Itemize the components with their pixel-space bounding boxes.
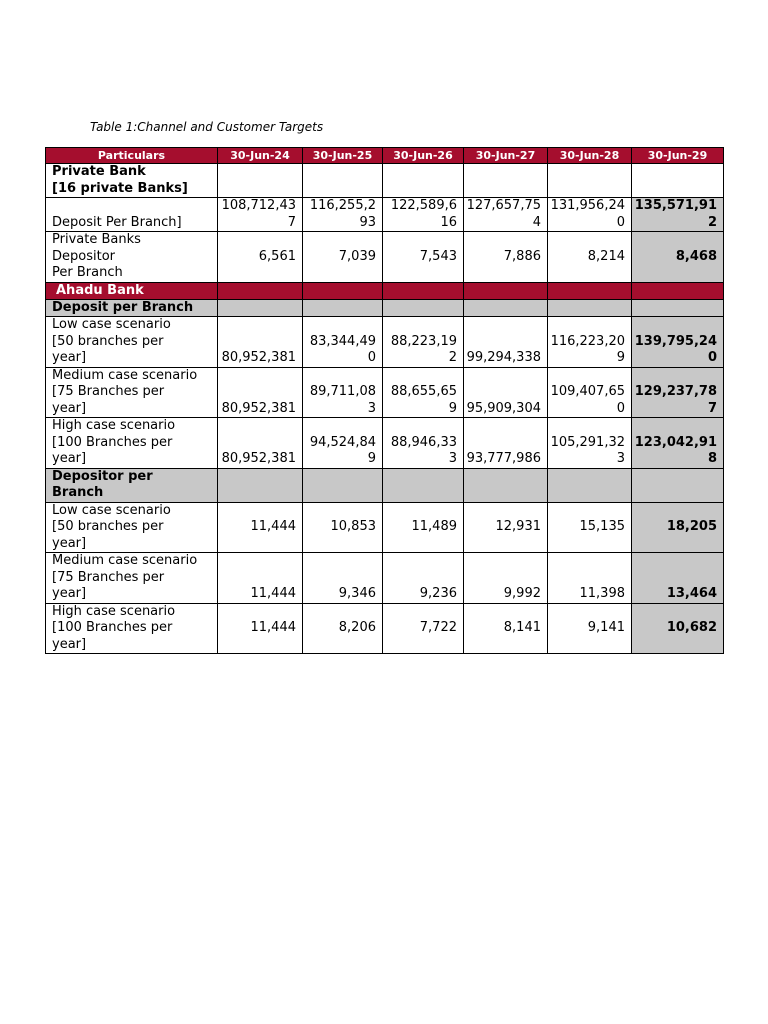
- table-cell: 6,561: [218, 232, 303, 283]
- table-cell: 135,571,912: [632, 198, 724, 232]
- table-cell: 80,952,381: [218, 367, 303, 418]
- table-cell: 9,992: [464, 553, 548, 604]
- table-cell: 127,657,754: [464, 198, 548, 232]
- header-particulars: Particulars: [46, 148, 218, 164]
- table-cell: 88,655,659: [383, 367, 464, 418]
- table-cell: 9,141: [548, 603, 632, 654]
- table-cell: 7,543: [383, 232, 464, 283]
- table-cell: 11,444: [218, 502, 303, 553]
- scenario-label: Medium case scenario [75 Branches per year]: [46, 367, 218, 418]
- private-deposit-row: [46, 198, 724, 232]
- table-cell: 7,722: [383, 603, 464, 654]
- scenario-label: Low case scenario [50 branches per year]: [46, 317, 218, 368]
- table-caption: Table 1:Channel and Customer Targets: [90, 120, 324, 134]
- deposit-section-row: [46, 299, 724, 317]
- table-cell: 80,952,381: [218, 317, 303, 368]
- channel-customer-targets-table: [45, 147, 724, 654]
- table-cell: 89,711,083: [303, 367, 383, 418]
- header-year-2024: 30-Jun-24: [218, 148, 303, 164]
- header-row: [46, 148, 724, 164]
- scenario-label: High case scenario [100 Branches per year]: [46, 418, 218, 469]
- table-row: [46, 367, 724, 418]
- private-bank-title-row: [46, 164, 724, 198]
- depositor-section-title: Depositor per Branch: [46, 468, 218, 502]
- header-year-2029: 30-Jun-29: [632, 148, 724, 164]
- private-depositor-label: Private Banks Depositor Per Branch: [46, 232, 218, 283]
- table-cell: 9,236: [383, 553, 464, 604]
- table-cell: 99,294,338: [464, 317, 548, 368]
- table-cell: 123,042,918: [632, 418, 724, 469]
- table-row: [46, 317, 724, 368]
- table-row: [46, 502, 724, 553]
- table-cell: 80,952,381: [218, 418, 303, 469]
- table-cell: 122,589,616: [383, 198, 464, 232]
- table-cell: 11,444: [218, 553, 303, 604]
- table-cell: 11,398: [548, 553, 632, 604]
- table-cell: 83,344,490: [303, 317, 383, 368]
- table-cell: 116,223,209: [548, 317, 632, 368]
- private-depositor-row: [46, 232, 724, 283]
- table-cell: 95,909,304: [464, 367, 548, 418]
- table-cell: 11,444: [218, 603, 303, 654]
- table-cell: 15,135: [548, 502, 632, 553]
- table-cell: 105,291,323: [548, 418, 632, 469]
- table-cell: 116,255,293: [303, 198, 383, 232]
- table-row: [46, 553, 724, 604]
- scenario-label: Medium case scenario [75 Branches per year]: [46, 553, 218, 604]
- table-cell: 11,489: [383, 502, 464, 553]
- header-year-2026: 30-Jun-26: [383, 148, 464, 164]
- table-cell: 93,777,986: [464, 418, 548, 469]
- table-row: [46, 603, 724, 654]
- header-year-2025: 30-Jun-25: [303, 148, 383, 164]
- table-cell: 139,795,240: [632, 317, 724, 368]
- table-row: [46, 418, 724, 469]
- table-cell: 131,956,240: [548, 198, 632, 232]
- table-cell: 129,237,787: [632, 367, 724, 418]
- table-cell: 10,682: [632, 603, 724, 654]
- table-cell: 7,039: [303, 232, 383, 283]
- table-cell: 88,223,192: [383, 317, 464, 368]
- ahadu-bank-band: [46, 282, 724, 299]
- table-cell: 109,407,650: [548, 367, 632, 418]
- header-year-2028: 30-Jun-28: [548, 148, 632, 164]
- table-cell: 18,205: [632, 502, 724, 553]
- table-cell: 108,712,437: [218, 198, 303, 232]
- table-cell: 94,524,849: [303, 418, 383, 469]
- table-cell: 88,946,333: [383, 418, 464, 469]
- table-cell: 8,141: [464, 603, 548, 654]
- deposit-section-title: Deposit per Branch: [46, 299, 218, 317]
- scenario-label: High case scenario [100 Branches per year]: [46, 603, 218, 654]
- private-deposit-label: Deposit Per Branch]: [46, 198, 218, 232]
- scenario-label: Low case scenario [50 branches per year]: [46, 502, 218, 553]
- header-year-2027: 30-Jun-27: [464, 148, 548, 164]
- table-cell: 13,464: [632, 553, 724, 604]
- table-cell: 8,468: [632, 232, 724, 283]
- private-bank-title: Private Bank [16 private Banks]: [46, 164, 218, 198]
- table-cell: 9,346: [303, 553, 383, 604]
- table-cell: 8,214: [548, 232, 632, 283]
- table-cell: 8,206: [303, 603, 383, 654]
- table-cell: 12,931: [464, 502, 548, 553]
- table-cell: 10,853: [303, 502, 383, 553]
- table-cell: 7,886: [464, 232, 548, 283]
- ahadu-bank-title: Ahadu Bank: [46, 282, 218, 299]
- depositor-section-row: [46, 468, 724, 502]
